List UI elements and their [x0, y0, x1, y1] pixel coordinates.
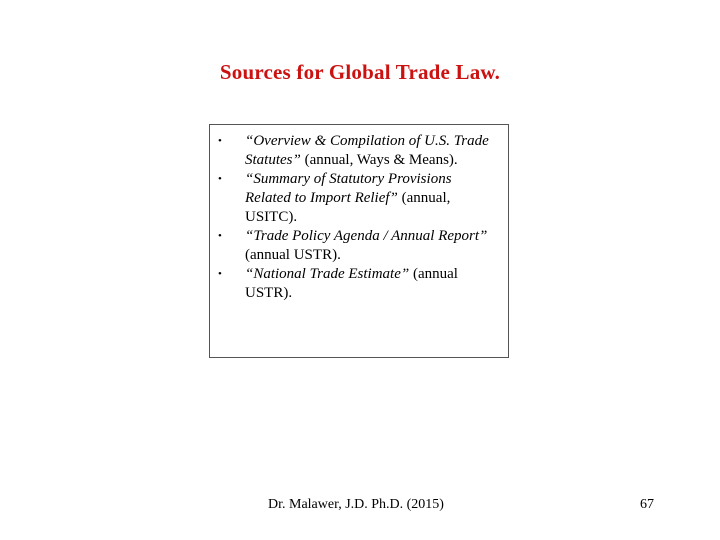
page-number: 67	[640, 497, 654, 512]
bullet-icon: •	[218, 268, 222, 280]
bullet-icon: •	[218, 230, 222, 242]
publication-detail: (annual USTR).	[245, 247, 341, 263]
footer-author: Dr. Malawer, J.D. Ph.D. (2015)	[268, 497, 444, 512]
publication-detail: (annual, Ways & Means).	[300, 152, 458, 168]
publication-title: “Trade Policy Agenda / Annual Report”	[245, 228, 488, 244]
publication-detail: (annual USTR).	[245, 266, 458, 301]
list-item	[210, 170, 508, 227]
sources-list	[210, 132, 508, 303]
bullet-icon: •	[218, 135, 222, 147]
bullet-icon: •	[218, 173, 222, 185]
publication-title: “Summary of Statutory Provisions Related to Import Relief”	[245, 171, 452, 206]
list-item	[210, 227, 508, 265]
list-item	[210, 265, 508, 303]
list-item	[210, 132, 508, 170]
publication-title: “National Trade Estimate”	[245, 266, 410, 282]
slide-title: Sources for Global Trade Law.	[219, 60, 501, 84]
publication-detail: (annual, USITC).	[245, 190, 451, 225]
sources-box	[209, 124, 509, 358]
publication-title: “Overview & Compilation of U.S. Trade Statutes”	[245, 133, 489, 168]
